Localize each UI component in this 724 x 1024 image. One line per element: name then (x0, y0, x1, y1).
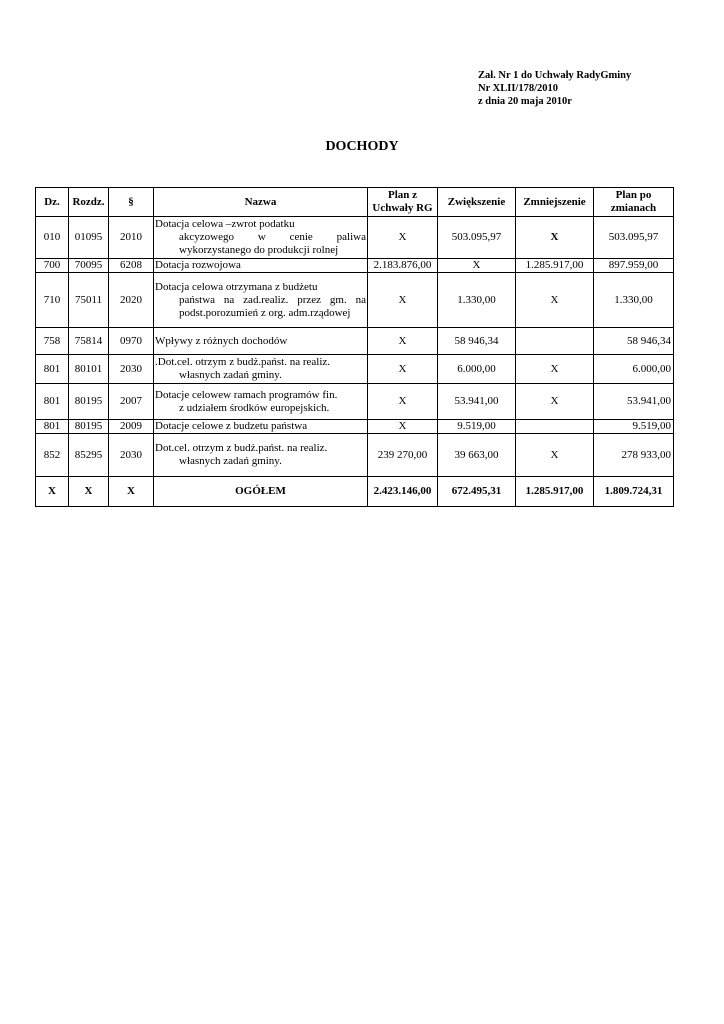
cell-zwiekszenie: X (438, 259, 516, 273)
cell-zmniejszenie: X (516, 384, 594, 420)
table-header-row (36, 188, 674, 217)
cell-nazwa (154, 273, 368, 328)
col-header-plan-po: Plan po zmianach (594, 188, 674, 217)
table-row (36, 259, 674, 273)
income-table (35, 187, 674, 507)
cell-zmniejszenie: X (516, 355, 594, 384)
cell-dz: 710 (36, 273, 69, 328)
total-row (36, 477, 674, 507)
table-row (36, 434, 674, 477)
cell-plan: X (368, 384, 438, 420)
col-header-dz: Dz. (36, 188, 69, 217)
cell-plan-po: 53.941,00 (594, 384, 674, 420)
cell-rozdz: 80195 (69, 384, 109, 420)
cell-paragraph: 2020 (109, 273, 154, 328)
cell-zwiekszenie: 9.519,00 (438, 420, 516, 434)
cell-rozdz: 75814 (69, 328, 109, 355)
cell-nazwa (154, 434, 368, 477)
table-row (36, 384, 674, 420)
nazwa-line-2: własnych zadań gminy. (179, 455, 282, 467)
cell-nazwa (154, 328, 368, 355)
col-header-nazwa: Nazwa (154, 188, 368, 217)
cell-zwiekszenie: 58 946,34 (438, 328, 516, 355)
total-plan: 2.423.146,00 (368, 477, 438, 507)
cell-plan: 2.183.876,00 (368, 259, 438, 273)
cell-dz: 801 (36, 355, 69, 384)
cell-dz: 801 (36, 384, 69, 420)
cell-rozdz: 80101 (69, 355, 109, 384)
cell-plan: X (368, 217, 438, 259)
table-row (36, 273, 674, 328)
cell-rozdz: 80195 (69, 420, 109, 434)
header-line-2: Nr XLII/178/2010 (478, 83, 559, 94)
cell-rozdz: 85295 (69, 434, 109, 477)
cell-plan: X (368, 355, 438, 384)
cell-zmniejszenie (516, 420, 594, 434)
col-header-plan: Plan z Uchwały RG (368, 188, 438, 217)
nazwa-line-2: z udziałem środków europejskich. (179, 401, 330, 414)
cell-plan-po: 9.519,00 (594, 420, 674, 434)
cell-rozdz: 70095 (69, 259, 109, 273)
nazwa-line-2: akcyzowego w cenie paliwa wykorzystanego do produkcji rolnej (179, 231, 366, 256)
table-row (36, 217, 674, 259)
cell-dz: 801 (36, 420, 69, 434)
cell-nazwa (154, 259, 368, 273)
cell-rozdz: 75011 (69, 273, 109, 328)
cell-plan: 239 270,00 (368, 434, 438, 477)
table-row (36, 328, 674, 355)
nazwa-line-1: Dotacja celowa –zwrot podatku (155, 218, 295, 230)
cell-plan-po: 503.095,97 (594, 217, 674, 259)
nazwa-line-1: Wpływy z różnych dochodów (155, 334, 288, 347)
nazwa-line-1: Dotacja rozwojowa (155, 259, 241, 271)
nazwa-line-2: państwa na zad.realiz. przez gm. na podst.porozumień z org. adm.rządowej (179, 293, 366, 319)
table-row (36, 355, 674, 384)
cell-paragraph: 6208 (109, 259, 154, 273)
cell-zmniejszenie (516, 328, 594, 355)
resolution-header (478, 69, 631, 108)
cell-zwiekszenie: 6.000,00 (438, 355, 516, 384)
header-line-1: Zał. Nr 1 do Uchwały RadyGminy (478, 70, 632, 81)
total-dz: X (36, 477, 69, 507)
col-header-rozdz: Rozdz. (69, 188, 109, 217)
cell-dz: 852 (36, 434, 69, 477)
cell-dz: 758 (36, 328, 69, 355)
page-title: DOCHODY (325, 139, 399, 154)
col-header-paragraph: § (109, 188, 154, 217)
cell-plan: X (368, 420, 438, 434)
total-label: OGÓŁEM (154, 477, 368, 507)
nazwa-line-1: Dotacje celowe z budzetu państwa (155, 420, 308, 432)
cell-paragraph: 2030 (109, 434, 154, 477)
cell-plan: X (368, 328, 438, 355)
cell-dz: 010 (36, 217, 69, 259)
cell-rozdz: 01095 (69, 217, 109, 259)
header-line-3: z dnia 20 maja 2010r (478, 96, 572, 107)
cell-plan-po: 6.000,00 (594, 355, 674, 384)
cell-nazwa (154, 384, 368, 420)
cell-plan: X (368, 273, 438, 328)
cell-plan-po: 278 933,00 (594, 434, 674, 477)
total-zmniejszenie: 1.285.917,00 (516, 477, 594, 507)
cell-zmniejszenie: X (516, 217, 594, 259)
cell-zwiekszenie: 53.941,00 (438, 384, 516, 420)
cell-paragraph: 2009 (109, 420, 154, 434)
total-zwiekszenie: 672.495,31 (438, 477, 516, 507)
col-header-zwiekszenie: Zwiększenie (438, 188, 516, 217)
total-paragraph: X (109, 477, 154, 507)
total-plan-po: 1.809.724,31 (594, 477, 674, 507)
cell-nazwa (154, 355, 368, 384)
cell-nazwa (154, 217, 368, 259)
cell-paragraph: 2010 (109, 217, 154, 259)
total-rozdz: X (69, 477, 109, 507)
cell-paragraph: 0970 (109, 328, 154, 355)
cell-zwiekszenie: 503.095,97 (438, 217, 516, 259)
nazwa-line-1: Dot.cel. otrzym z budż.państ. na realiz. (155, 442, 328, 454)
nazwa-line-1: Dotacja celowa otrzymana z budżetu (155, 280, 318, 293)
cell-paragraph: 2030 (109, 355, 154, 384)
cell-dz: 700 (36, 259, 69, 273)
table-row (36, 420, 674, 434)
cell-plan-po: 1.330,00 (594, 273, 674, 328)
cell-zmniejszenie: 1.285.917,00 (516, 259, 594, 273)
col-header-zmniejszenie: Zmniejszenie (516, 188, 594, 217)
cell-nazwa (154, 420, 368, 434)
nazwa-line-1: .Dot.cel. otrzym z budż.państ. na realiz. (155, 356, 331, 368)
cell-zwiekszenie: 39 663,00 (438, 434, 516, 477)
cell-zwiekszenie: 1.330,00 (438, 273, 516, 328)
cell-plan-po: 58 946,34 (594, 328, 674, 355)
nazwa-line-2: własnych zadań gminy. (179, 369, 282, 381)
cell-paragraph: 2007 (109, 384, 154, 420)
nazwa-line-1: Dotacje celowew ramach programów fin. (155, 388, 338, 401)
cell-zmniejszenie: X (516, 434, 594, 477)
cell-zmniejszenie: X (516, 273, 594, 328)
cell-plan-po: 897.959,00 (594, 259, 674, 273)
